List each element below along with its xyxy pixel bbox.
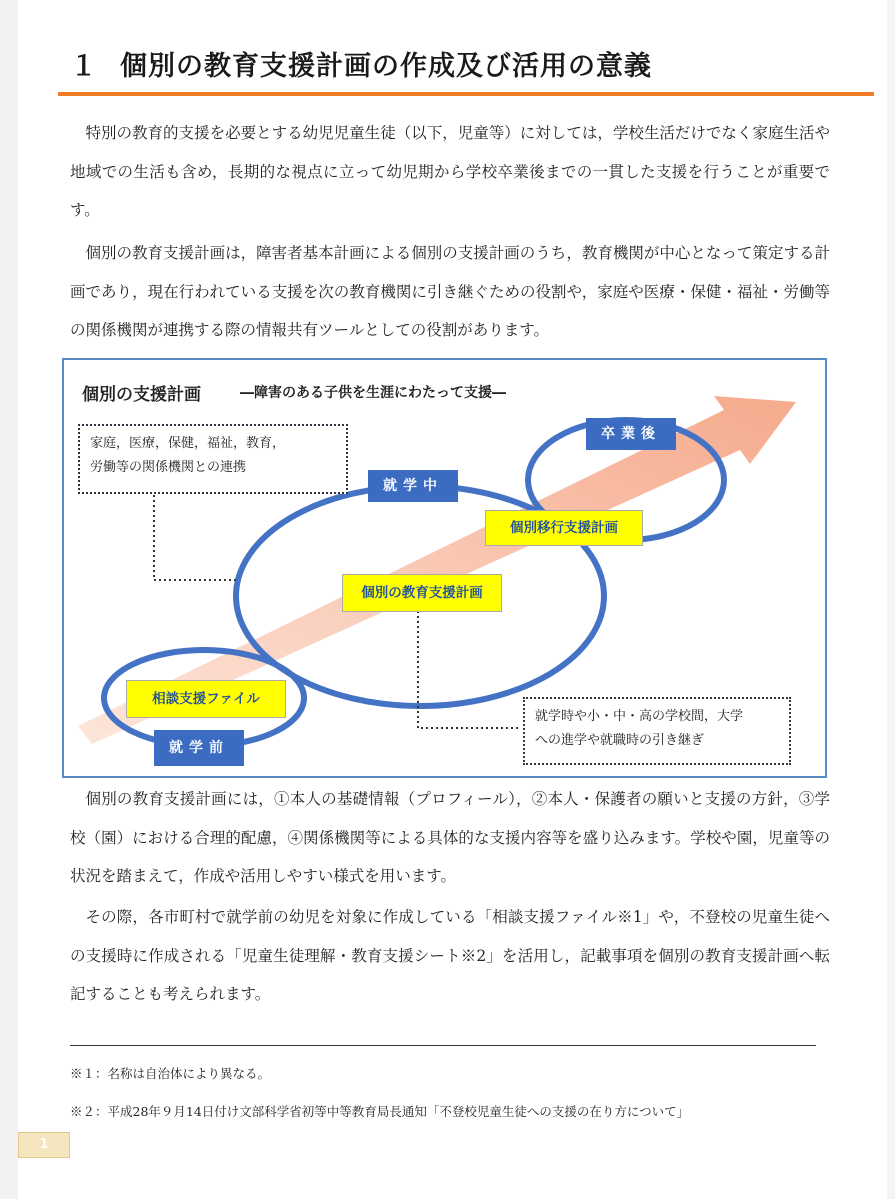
page-edge-right	[887, 0, 895, 1199]
stage-preschool: 就学前	[154, 730, 244, 766]
section-title: 個別の教育支援計画の作成及び活用の意義	[120, 51, 652, 82]
page-number: 1	[18, 1132, 70, 1158]
footnote-1: ※１：名称は自治体により異なる。	[70, 1066, 271, 1081]
paragraph-3: 個別の教育支援計画には，①本人の基礎情報（プロフィール），②本人・保護者の願いと支援の方針，③学校（園）における合理的配慮，④関係機関等による具体的な支援内容等を盛り込みます。学校や園，児童等の状況を踏まえて，作成や活用しやすい様式を用います。	[70, 790, 830, 885]
footnote-2: ※２：平成28年９月14日付け文部科学省初等中等教育局長通知「不登校児童生徒への支援の在り方について」	[70, 1104, 690, 1119]
title-underline	[58, 92, 874, 96]
note-line: 就学時や小・中・高の学校間，大学	[535, 709, 744, 724]
note-related-agencies	[78, 424, 348, 494]
paragraph-2: 個別の教育支援計画は，障害者基本計画による個別の支援計画のうち，教育機関が中心となって策定する計画であり，現在行われている支援を次の教育機関に引き継ぐための役割や，家庭や医療・保健・福祉・労働等の関係機関が連携する際の情報共有ツールとしての役割があります。	[70, 244, 830, 339]
note-line: への進学や就職時の引き継ぎ	[535, 733, 705, 748]
paragraph-1: 特別の教育的支援を必要とする幼児児童生徒（以下，児童等）に対しては，学校生活だけでなく家庭生活や地域での生活も含め，長期的な視点に立って幼児期から学校卒業後までの一貫した支援を行うことが重要です。	[70, 124, 830, 219]
diagram-title: 個別の支援計画	[82, 385, 201, 405]
page-title	[70, 44, 652, 83]
connector-top-left	[154, 490, 236, 580]
label-transition-plan: 個別移行支援計画	[485, 510, 643, 546]
note-transitions	[523, 697, 791, 765]
footnote-divider	[70, 1045, 816, 1046]
paragraph-4: その際，各市町村で就学前の幼児を対象に作成している「相談支援ファイル※1」や，不登校の児童生徒への支援時に作成される「児童生徒理解・教育支援シート※2」を活用し，記載事項を個別の教育支援計画へ転記することも考えられます。	[70, 908, 830, 1003]
stage-after-graduation: 卒業後	[586, 418, 676, 450]
connector-bottom-right	[418, 606, 518, 728]
diagram-subtitle: ―障害のある子供を生涯にわたって支援―	[240, 385, 506, 401]
label-education-support-plan: 個別の教育支援計画	[342, 574, 502, 612]
support-plan-diagram	[62, 358, 827, 778]
label-consultation-file: 相談支援ファイル	[126, 680, 286, 718]
note-line: 家庭，医療，保健，福祉，教育，	[90, 436, 286, 451]
note-line: 労働等の関係機関との連携	[90, 460, 247, 475]
stage-in-school: 就学中	[368, 470, 458, 502]
section-number: １	[70, 51, 98, 82]
page-edge-left	[0, 0, 18, 1199]
